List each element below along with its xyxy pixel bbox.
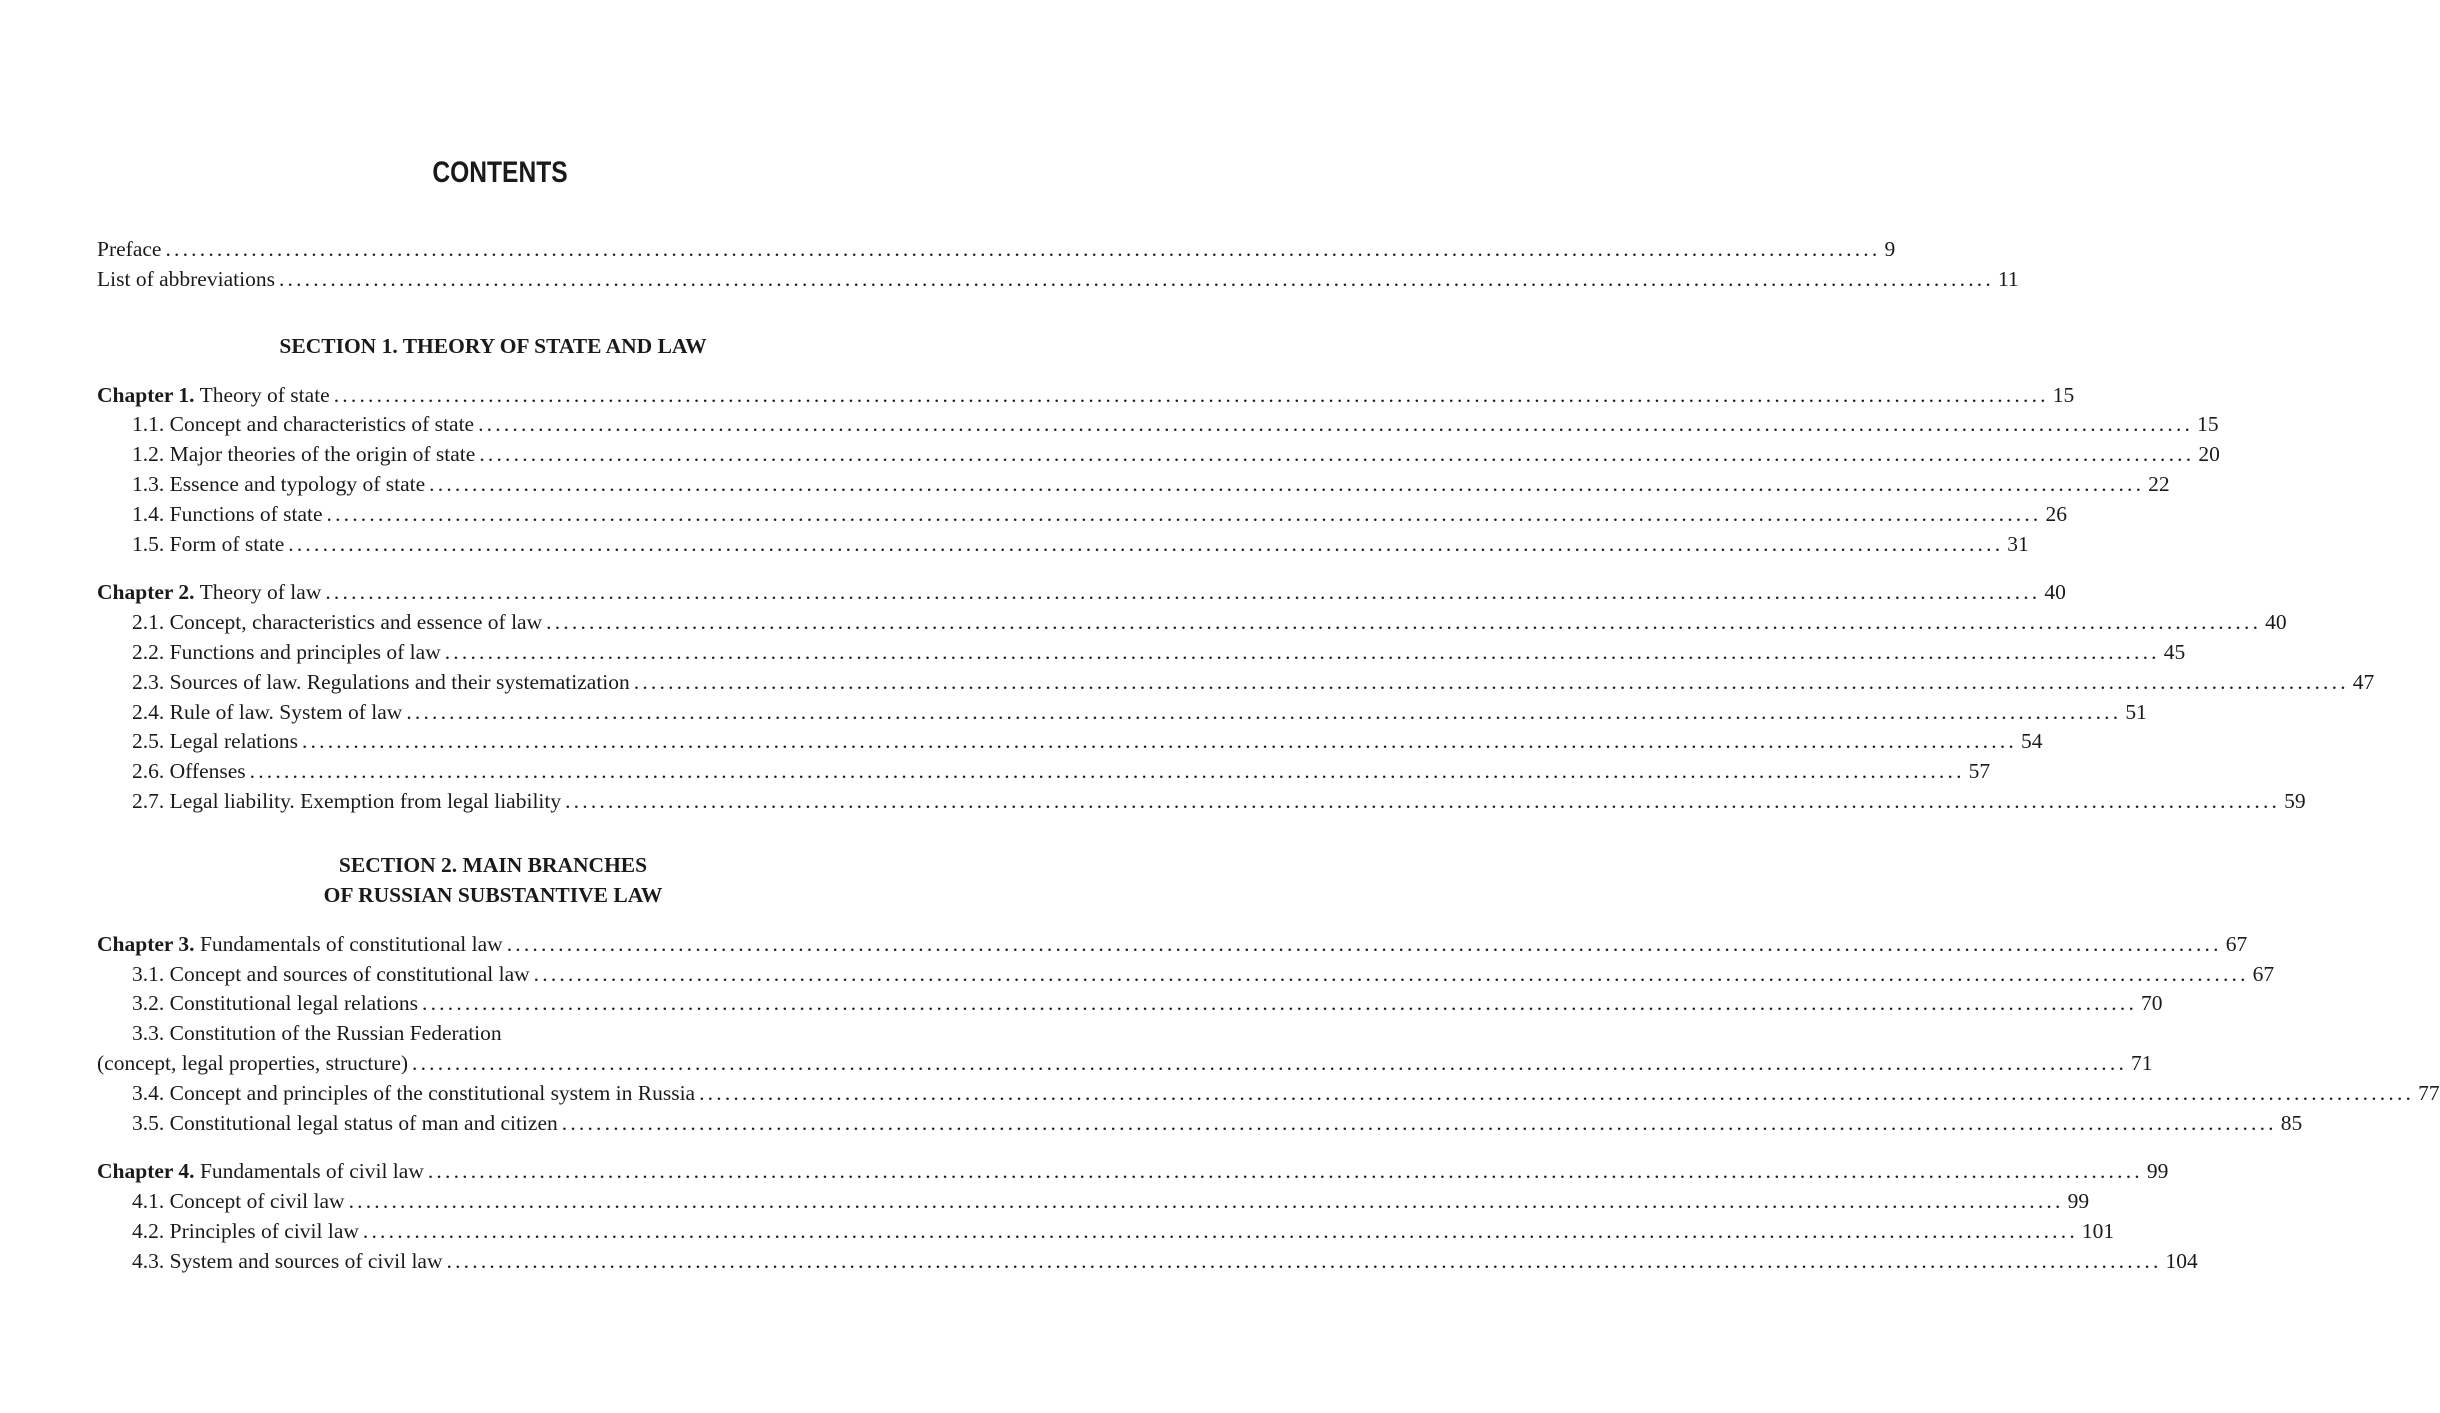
dot-leader: ........................................................................................................................................................................................................ (533, 961, 2249, 986)
page-number: 99 (2067, 1189, 2090, 1214)
entry-title: Chapter 4. Fundamentals of civil law (97, 1159, 424, 1184)
chapter-block (97, 930, 2440, 1139)
entry-title: 2.3. Sources of law. Regulations and their systematization (132, 669, 630, 694)
dot-leader: ........................................................................................................................................................................................................ (362, 1218, 2078, 1243)
dot-leader: ........................................................................................................................................................................................................ (288, 531, 2004, 556)
page-number: 47 (2352, 669, 2375, 694)
page-number: 40 (2265, 610, 2287, 635)
chapter-label: Chapter 3. (97, 931, 195, 956)
page-number: 77 (2418, 1080, 2440, 1105)
dot-leader: ........................................................................................................................................................................................................ (429, 471, 2145, 496)
chapter-block (97, 578, 2375, 816)
entry-title: List of abbreviations (97, 266, 275, 291)
toc-subentry (97, 1187, 2090, 1217)
dot-leader: ........................................................................................................................................................................................................ (325, 580, 2041, 605)
page-number: 15 (2052, 382, 2075, 407)
entry-title: Chapter 2. Theory of law (97, 580, 322, 605)
entry-title: 1.4. Functions of state (132, 501, 323, 526)
page-number: 54 (2020, 729, 2043, 754)
page-number: 57 (1968, 759, 1991, 784)
dot-leader: ........................................................................................................................................................................................................ (249, 759, 1965, 784)
entry-title: 3.2. Constitutional legal relations (132, 991, 419, 1016)
page-number: 104 (2165, 1248, 2198, 1273)
table-of-contents (97, 235, 2440, 1277)
toc-subentry (97, 757, 1991, 787)
section-heading (97, 850, 889, 910)
toc-subentry (97, 1217, 2115, 1247)
entry-title: (concept, legal properties, structure) (97, 1050, 409, 1075)
entry-title: Chapter 1. Theory of state (97, 382, 330, 407)
entry-title: 3.3. Constitution of the Russian Federation (132, 1021, 502, 1046)
entry-title: 4.3. System and sources of civil law (132, 1248, 443, 1273)
toc-subentry (97, 440, 2220, 470)
dot-leader: ........................................................................................................................................................................................................ (333, 382, 2049, 407)
entry-title: 3.1. Concept and sources of constitutional law (132, 961, 530, 986)
page-number: 22 (2148, 471, 2170, 496)
dot-leader: ........................................................................................................................................................................................................ (427, 1159, 2143, 1184)
chapter-label: Chapter 2. (97, 580, 195, 605)
entry-title: 3.4. Concept and principles of the constitutional system in Russia (132, 1080, 696, 1105)
toc-subentry (97, 727, 2043, 757)
section-heading-line: SECTION 2. MAIN BRANCHES (338, 852, 648, 877)
dot-leader: ........................................................................................................................................................................................................ (278, 266, 1994, 291)
section-heading-line: OF RUSSIAN SUBSTANTIVE LAW (323, 882, 663, 907)
page-number: 70 (2141, 991, 2163, 1016)
entry-title: 3.5. Constitutional legal status of man and citizen (132, 1110, 558, 1135)
section-heading-line: SECTION 1. THEORY OF STATE AND LAW (279, 333, 707, 358)
dot-leader: ........................................................................................................................................................................................................ (565, 788, 2281, 813)
toc-entry (97, 235, 1896, 265)
toc-subentry (97, 470, 2170, 500)
page-number: 11 (1997, 266, 2019, 291)
dot-leader: ........................................................................................................................................................................................................ (446, 1248, 2162, 1273)
dot-leader: ........................................................................................................................................................................................................ (478, 412, 2194, 437)
dot-leader: ........................................................................................................................................................................................................ (444, 639, 2160, 664)
dot-leader: ........................................................................................................................................................................................................ (412, 1050, 2128, 1075)
entry-title: 4.2. Principles of civil law (132, 1218, 359, 1243)
toc-entry (97, 930, 2248, 960)
entry-title: 2.2. Functions and principles of law (132, 639, 441, 664)
page-number: 15 (2197, 412, 2219, 437)
entry-title: 1.2. Major theories of the origin of state (132, 442, 476, 467)
page-number: 85 (2280, 1110, 2303, 1135)
toc-subentry (97, 500, 2067, 530)
toc-subentry (97, 668, 2375, 698)
chapter-block (97, 1157, 2198, 1276)
toc-subentry (97, 787, 2306, 817)
entry-title: 2.7. Legal liability. Exemption from legal liability (132, 788, 562, 813)
page-number: 51 (2125, 699, 2147, 724)
toc-subentry (97, 1247, 2198, 1277)
dot-leader: ........................................................................................................................................................................................................ (348, 1189, 2064, 1214)
toc-entry (97, 265, 2019, 295)
entry-title: 2.4. Rule of law. System of law (132, 699, 403, 724)
toc-entry (97, 1049, 2153, 1079)
page-number: 20 (2198, 442, 2220, 467)
front-matter (97, 235, 2019, 295)
dot-leader: ........................................................................................................................................................................................................ (406, 699, 2122, 724)
entry-title: 1.1. Concept and characteristics of state (132, 412, 475, 437)
page-number: 67 (2225, 931, 2248, 956)
entry-title: 4.1. Concept of civil law (132, 1189, 345, 1214)
entry-title: 2.5. Legal relations (132, 729, 298, 754)
entry-title: 2.6. Offenses (132, 759, 246, 784)
toc-subentry (97, 1109, 2303, 1139)
dot-leader: ........................................................................................................................................................................................................ (561, 1110, 2277, 1135)
dot-leader: ........................................................................................................................................................................................................ (699, 1080, 2415, 1105)
page-number: 67 (2252, 961, 2275, 986)
page-number: 45 (2163, 639, 2186, 664)
dot-leader: ........................................................................................................................................................................................................ (301, 729, 2017, 754)
page-number: 71 (2131, 1050, 2153, 1075)
entry-title: Preface (97, 237, 162, 261)
entry-title: 2.1. Concept, characteristics and essence of law (132, 610, 543, 635)
page-number: 26 (2045, 501, 2067, 526)
toc-subentry (97, 989, 2163, 1019)
toc-subentry (97, 1079, 2440, 1109)
toc-entry (97, 1157, 2169, 1187)
section-heading (97, 331, 889, 361)
toc-subentry (97, 410, 2219, 440)
dot-leader: ........................................................................................................................................................................................................ (506, 931, 2222, 956)
dot-leader: ........................................................................................................................................................................................................ (326, 501, 2042, 526)
page-number: 99 (2146, 1159, 2169, 1184)
dot-leader: ........................................................................................................................................................................................................ (633, 669, 2349, 694)
toc-subentry (97, 638, 2186, 668)
page-number: 59 (2284, 788, 2306, 813)
entry-title: 1.3. Essence and typology of state (132, 471, 426, 496)
dot-leader: ........................................................................................................................................................................................................ (546, 610, 2262, 635)
toc-subentry (97, 960, 2275, 990)
chapter-block (97, 381, 2220, 560)
toc-subentry (97, 1019, 889, 1049)
entry-title: Chapter 3. Fundamentals of constitutional law (97, 931, 503, 956)
entry-title: 1.5. Form of state (132, 531, 285, 556)
toc-entry (97, 578, 2066, 608)
toc-subentry (97, 530, 2029, 560)
dot-leader: ........................................................................................................................................................................................................ (422, 991, 2138, 1016)
toc-subentry (97, 608, 2287, 638)
toc-entry (97, 381, 2075, 411)
page-number: 9 (1884, 237, 1896, 261)
dot-leader: ........................................................................................................................................................................................................ (165, 237, 1881, 261)
chapter-label: Chapter 1. (97, 382, 195, 407)
dot-leader: ........................................................................................................................................................................................................ (479, 442, 2195, 467)
page-number: 40 (2044, 580, 2066, 605)
toc-subentry (97, 698, 2147, 728)
page-number: 101 (2081, 1218, 2115, 1243)
page-title: CONTENTS (432, 156, 568, 189)
page-number: 31 (2007, 531, 2029, 556)
chapter-label: Chapter 4. (97, 1159, 195, 1184)
